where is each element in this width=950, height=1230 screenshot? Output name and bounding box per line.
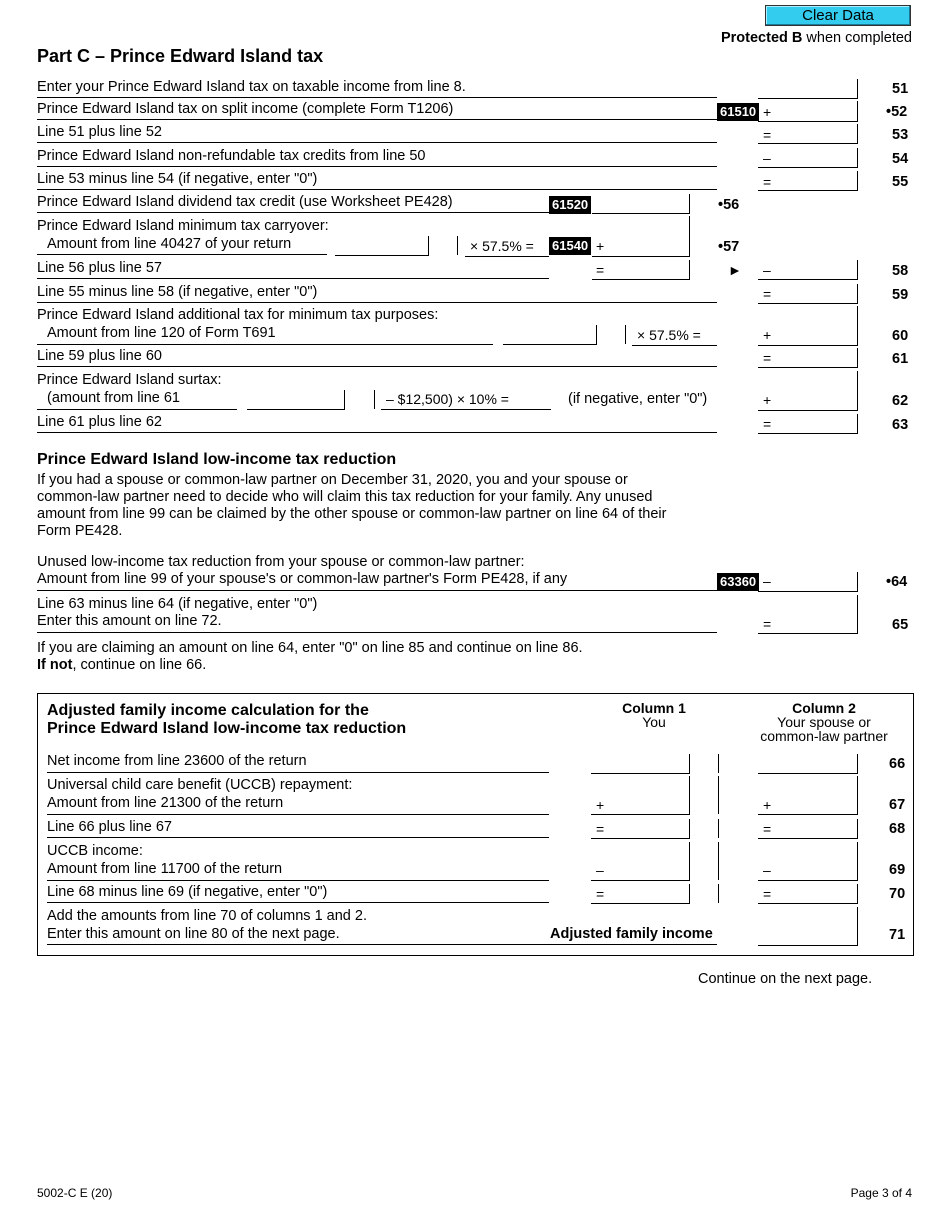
line-61-operator: =: [763, 350, 772, 366]
continue-note: Continue on the next page.: [698, 971, 873, 987]
line-52-num-text: 52: [891, 104, 908, 120]
line-51-label: Enter your Prince Edward Island tax on taxable income from line 8.: [37, 79, 466, 95]
line-57-num-text: 57: [723, 239, 740, 255]
protected-b-label: Protected B: [720, 30, 803, 46]
line-59-field[interactable]: [758, 284, 858, 304]
line-62-number: 62: [892, 393, 909, 409]
line-58-field[interactable]: [758, 260, 858, 280]
line-69-column-2-operator: –: [763, 862, 771, 878]
line-67-column-1-operator: +: [596, 797, 605, 813]
line-64-code: 63360: [717, 573, 759, 591]
line-62-amount-field[interactable]: [247, 390, 345, 410]
line-63-field[interactable]: [758, 414, 858, 434]
line-63-operator: =: [763, 416, 772, 432]
line-55-operator: =: [763, 174, 772, 190]
line-60-amount-field[interactable]: [503, 325, 597, 345]
protected-notice: [721, 30, 912, 47]
line-64-operator: –: [763, 573, 771, 589]
line-63-label: Line 61 plus line 62: [37, 414, 162, 430]
line-52-number: •52: [886, 104, 908, 120]
line-54-operator: –: [763, 150, 771, 166]
line-59-number: 59: [892, 287, 909, 303]
line-58-label: Line 56 plus line 57: [37, 260, 162, 276]
if-not-label: If not: [37, 657, 73, 673]
line-62-label-2: (amount from line 61: [47, 390, 180, 406]
line-53-number: 53: [892, 127, 909, 143]
line-67-column-1-field[interactable]: [591, 776, 690, 815]
line-60-label-1: Prince Edward Island additional tax for minimum tax purposes:: [37, 307, 439, 323]
form-id: 5002-C E (20): [37, 1186, 113, 1200]
line-70-column-2-operator: =: [763, 886, 772, 902]
line-53-operator: =: [763, 127, 772, 143]
line-68-column-2-operator: =: [763, 821, 772, 837]
line-68-label: Line 66 plus line 67: [47, 819, 172, 835]
line-53-field[interactable]: [758, 124, 858, 144]
line-52-label: Prince Edward Island tax on split income (complete Form T1206): [37, 101, 454, 117]
line-71-number: 71: [889, 927, 906, 943]
when-completed-label: when completed: [802, 30, 912, 46]
line-67-label-2: Amount from line 21300 of the return: [47, 795, 284, 811]
page-number: Page 3 of 4: [850, 1186, 912, 1200]
reduction-paragraph-line-3: amount from line 99 can be claimed by the other spouse or common-law partner on line 64 of their: [37, 506, 667, 522]
line-69-column-2-field[interactable]: [758, 842, 858, 881]
line-58-subtotal-field[interactable]: [592, 260, 690, 280]
line-70-column-2-field[interactable]: [758, 884, 858, 904]
line-54-label: Prince Edward Island non-refundable tax credits from line 50: [37, 148, 426, 164]
continue-line-66-label: , continue on line 66.: [72, 657, 207, 673]
line-69-label-1: UCCB income:: [47, 843, 143, 859]
column-2-subheader-2: common-law partner: [760, 728, 888, 744]
line-64-label-2: Amount from line 99 of your spouse's or common-law partner's Form PE428, if any: [37, 571, 568, 587]
line-65-label-1: Line 63 minus line 64 (if negative, enter "0"): [37, 596, 318, 612]
column-1-subheader: You: [642, 714, 666, 730]
line-63-number: 63: [892, 417, 909, 433]
line-62-note: (if negative, enter "0"): [568, 391, 708, 407]
line-58-operator-2: –: [763, 262, 771, 278]
line-57-label-2: Amount from line 40427 of your return: [47, 236, 292, 252]
line-65-operator: =: [763, 616, 772, 632]
page-title: Part C – Prince Edward Island tax: [37, 46, 324, 66]
line-52-field[interactable]: [758, 101, 858, 122]
line-57-label-1: Prince Edward Island minimum tax carryover:: [37, 218, 329, 234]
line-67-label-1: Universal child care benefit (UCCB) repayment:: [47, 777, 353, 793]
line-66-column-1-field[interactable]: [591, 754, 690, 774]
arrow-right-icon: ►: [728, 262, 742, 278]
line-62-label-1: Prince Edward Island surtax:: [37, 372, 222, 388]
line-60-multiplier: × 57.5% =: [637, 327, 701, 343]
line-64-field[interactable]: [758, 572, 858, 592]
line-56-label: Prince Edward Island dividend tax credit (use Worksheet PE428): [37, 194, 453, 210]
reduction-note-2: [37, 657, 206, 674]
line-65-label-2: Enter this amount on line 72.: [37, 613, 222, 629]
adjusted-title-line-1: Adjusted family income calculation for the: [47, 702, 369, 719]
line-65-field[interactable]: [758, 595, 858, 634]
adjusted-title-line-2: Prince Edward Island low-income tax reduction: [47, 720, 407, 737]
line-69-column-1-operator: –: [596, 862, 604, 878]
line-66-column-2-field[interactable]: [758, 754, 858, 774]
line-61-number: 61: [892, 351, 909, 367]
line-69-number: 69: [889, 862, 906, 878]
line-66-label: Net income from line 23600 of the return: [47, 753, 307, 769]
line-68-column-1-field[interactable]: [591, 819, 690, 839]
line-70-column-1-operator: =: [596, 886, 605, 902]
clear-data-button[interactable]: Clear Data: [765, 5, 911, 26]
line-70-column-1-field[interactable]: [591, 884, 690, 904]
line-65-number: 65: [892, 617, 909, 633]
line-71-label-1: Add the amounts from line 70 of columns 1 and 2.: [47, 908, 367, 924]
line-70-label: Line 68 minus line 69 (if negative, enter "0"): [47, 884, 328, 900]
line-55-label: Line 53 minus line 54 (if negative, enter "0"): [37, 171, 318, 187]
line-56-num-text: 56: [723, 197, 740, 213]
line-57-number: •57: [718, 239, 740, 255]
line-58-number: 58: [892, 263, 909, 279]
line-61-label: Line 59 plus line 60: [37, 348, 162, 364]
line-57-operator: +: [596, 238, 605, 254]
line-56-number: •56: [718, 197, 740, 213]
line-60-operator: +: [763, 327, 772, 343]
line-64-num-text: 64: [891, 574, 908, 590]
reduction-note-1: If you are claiming an amount on line 64, enter "0" on line 85 and continue on line 86.: [37, 640, 583, 656]
line-55-field[interactable]: [758, 171, 858, 191]
line-54-number: 54: [892, 151, 909, 167]
line-61-field[interactable]: [758, 348, 858, 368]
line-58-operator: =: [596, 262, 605, 278]
line-69-label-2: Amount from line 11700 of the return: [47, 861, 283, 877]
line-60-number: 60: [892, 328, 909, 344]
line-68-column-1-operator: =: [596, 821, 605, 837]
line-56-code: 61520: [549, 196, 591, 214]
line-54-field[interactable]: [758, 148, 858, 168]
line-69-column-1-field[interactable]: [591, 842, 690, 881]
line-60-field[interactable]: [758, 306, 858, 346]
line-62-operator: +: [763, 392, 772, 408]
reduction-paragraph-line-4: Form PE428.: [37, 523, 123, 539]
line-67-number: 67: [889, 797, 906, 813]
line-59-operator: =: [763, 286, 772, 302]
line-52-code: 61510: [717, 103, 759, 121]
line-55-number: 55: [892, 174, 909, 190]
line-56-field[interactable]: [592, 194, 690, 214]
line-57-amount-field[interactable]: [335, 236, 429, 256]
column-2-subheader-1: Your spouse or: [777, 714, 871, 730]
line-64-number: •64: [886, 574, 908, 590]
line-59-label: Line 55 minus line 58 (if negative, enter "0"): [37, 284, 318, 300]
line-67-column-2-operator: +: [763, 797, 772, 813]
line-64-label-1: Unused low-income tax reduction from your spouse or common-law partner:: [37, 554, 525, 570]
line-67-column-2-field[interactable]: [758, 776, 858, 815]
line-53-label: Line 51 plus line 52: [37, 124, 162, 140]
line-66-number: 66: [889, 756, 906, 772]
line-60-label-2: Amount from line 120 of Form T691: [47, 325, 276, 341]
line-70-number: 70: [889, 886, 906, 902]
line-68-number: 68: [889, 821, 906, 837]
line-62-calc: – $12,500) × 10% =: [386, 391, 509, 407]
column-1-header: Column 1: [622, 700, 686, 716]
line-71-field[interactable]: [758, 907, 858, 946]
adjusted-family-income-label: Adjusted family income: [550, 926, 713, 942]
line-62-field[interactable]: [758, 371, 858, 411]
line-57-code: 61540: [549, 237, 591, 255]
reduction-paragraph-line-2: common-law partner need to decide who will claim this tax reduction for your family. Any unused: [37, 489, 653, 505]
line-71-label-2: Enter this amount on line 80 of the next page.: [47, 926, 340, 942]
reduction-paragraph-line-1: If you had a spouse or common-law partner on December 31, 2020, you and your spouse or: [37, 472, 628, 488]
column-2-header: Column 2: [792, 700, 856, 716]
line-57-multiplier: × 57.5% =: [470, 238, 534, 254]
line-51-number: 51: [892, 81, 909, 97]
line-57-field[interactable]: [592, 216, 690, 257]
reduction-section-title: Prince Edward Island low-income tax reduction: [37, 451, 397, 468]
line-52-operator: +: [763, 104, 772, 120]
line-51-field[interactable]: [758, 79, 858, 99]
line-68-column-2-field[interactable]: [758, 819, 858, 839]
